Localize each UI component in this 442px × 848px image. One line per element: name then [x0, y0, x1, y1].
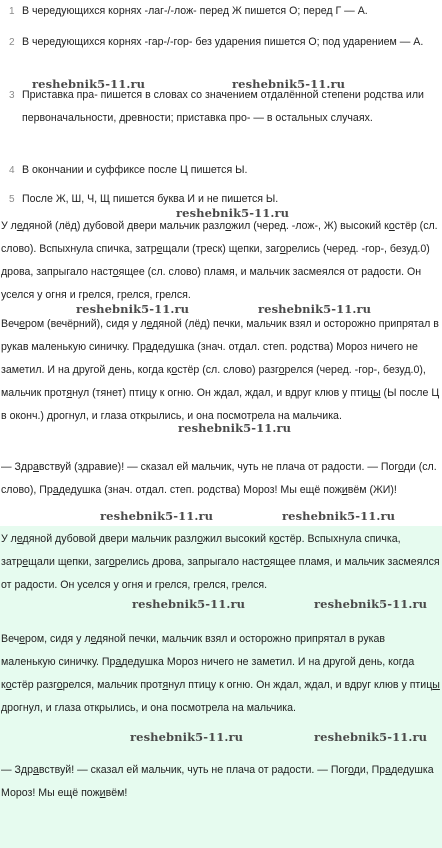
watermark: reshebnik5-11.ru: [176, 206, 290, 220]
rule-number: 4: [9, 165, 15, 176]
rule-number: 3: [9, 90, 15, 101]
watermark: reshebnik5-11.ru: [76, 302, 190, 316]
final-text-block: [0, 526, 442, 848]
rule-number: 1: [9, 6, 15, 17]
final-paragraph: Вечером, сидя у ледяной печки, мальчик взял и осторожно припрятал в рукав маленькую синичку. Прадедушка Мороз ничего не заметил. И на другой день, когда костёр разгорелся, мальчик протянул птицу к огню. Он ждал, ждал, и вдруг клюв у птицы дрогнул, и глаза открылись, и она посмотрела на мальчика.: [1, 633, 440, 714]
watermark: reshebnik5-11.ru: [132, 597, 246, 611]
final-paragraph: У ледяной дубовой двери мальчик разложил высокий костёр. Вспыхнула спичка, затрещали щепки, загорелись дрова, запрыгало настоящее пламя, и мальчик засмеялся от радости. Он уселся у огня и грелся, грелся, грелся.: [1, 533, 440, 591]
analysis-paragraph: Вечером (вечёрний), сидя у ледяной (лёд) печки, мальчик взял и осторожно припрятал в рукав маленькую синичку. Прадедушка (знач. отдал. степ. родства) Мороз ничего не заметил. И на другой день, когда костёр (сл. слово) разгорелся (черед. -гор-, безуд.0), мальчик протянул (тянет) птицу к огню. Он ждал, ждал, и вдруг клюв у птицы (Ы после Ц в оконч.) дрогнул, и глаза открылись, и она посмотрела на мальчика.: [1, 318, 440, 422]
rule-text: Приставка пра- пишется в словах со значением отдалённой степени родства или первоначальности, древности; приставка про- — в остальных случаях.: [22, 89, 424, 124]
watermark: reshebnik5-11.ru: [314, 597, 428, 611]
watermark: reshebnik5-11.ru: [282, 509, 396, 523]
analysis-paragraph: — Здравствуй (здравие)! — сказал ей мальчик, чуть не плача от радости. — Погоди (сл. слово), Прадедушка (знач. отдал. степ. родства) Мороз! Мы ещё поживём (ЖИ)!: [1, 461, 437, 496]
watermark: reshebnik5-11.ru: [258, 302, 372, 316]
rule-number: 5: [9, 194, 15, 205]
rule-text: В окончании и суффиксе после Ц пишется Ы.: [22, 164, 248, 176]
watermark: reshebnik5-11.ru: [232, 77, 346, 91]
analysis-paragraph: У ледяной (лёд) дубовой двери мальчик разложил (черед. -лож-, Ж) высокий костёр (сл. слово). Вспыхнула спичка, затрещали (треск) щепки, загорелись (черед. -гор-, безуд.0) дрова, запрыгало настоящее (сл. слово) пламя, и мальчик засмеялся от радости. Он уселся у огня и грелся, грелся, грелся.: [1, 220, 438, 301]
rule-number: 2: [9, 37, 15, 48]
watermark: reshebnik5-11.ru: [314, 730, 428, 744]
final-paragraph: — Здравствуй! — сказал ей мальчик, чуть не плача от радости. — Погоди, Прадедушка Мороз! Мы ещё поживём!: [1, 764, 434, 799]
watermark: reshebnik5-11.ru: [130, 730, 244, 744]
watermark: reshebnik5-11.ru: [178, 421, 292, 435]
rule-text: В чередующихся корнях -гар-/-гор- без ударения пишется О; под ударением — А.: [22, 36, 424, 48]
rule-text: В чередующихся корнях -лаг-/-лож- перед Ж пишется О; перед Г — А.: [22, 5, 368, 17]
watermark: reshebnik5-11.ru: [100, 509, 214, 523]
rule-text: После Ж, Ш, Ч, Щ пишется буква И и не пишется Ы.: [22, 193, 279, 205]
watermark: reshebnik5-11.ru: [32, 77, 146, 91]
